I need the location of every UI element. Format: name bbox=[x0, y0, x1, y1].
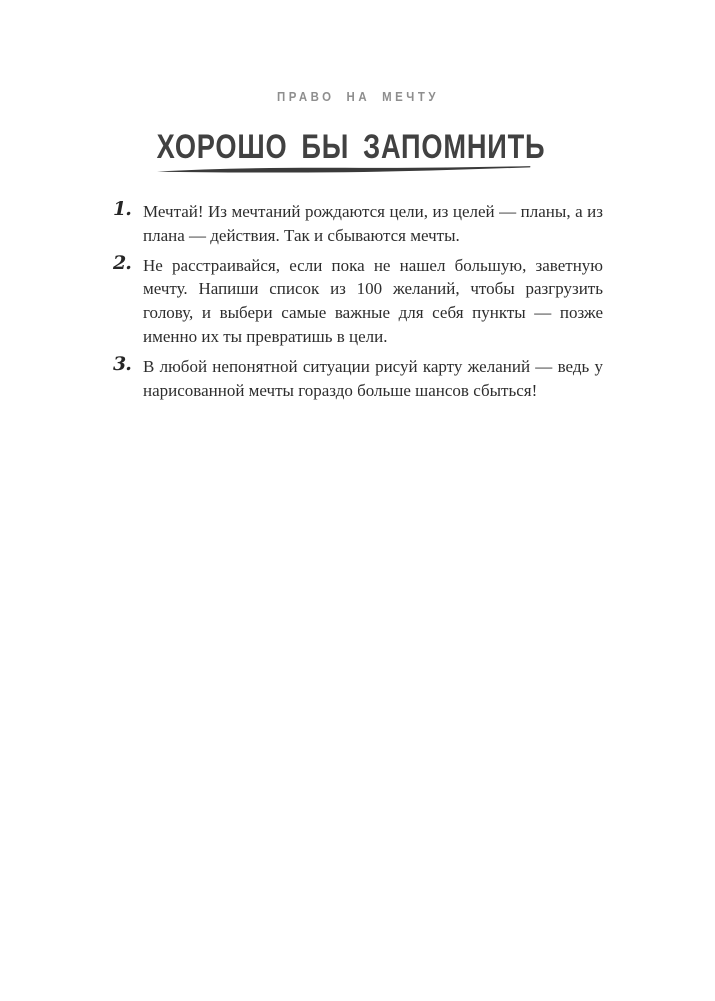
list-item bbox=[113, 251, 603, 349]
list-item-number: 2. bbox=[113, 251, 131, 274]
list-item-text: Не расстраивайся, если пока не нашел большую, заветную мечту. Напиши список из 100 желаний, чтобы разгрузить голову, и выбери самые важные для себя пункты — позже именно их ты превратишь в цели. bbox=[143, 255, 603, 346]
list-item-number: 3. bbox=[113, 352, 131, 375]
list-item bbox=[113, 200, 603, 248]
running-head: ПРАВО НА МЕЧТУ bbox=[276, 89, 440, 104]
list-item-text: Мечтай! Из мечтаний рождаются цели, из целей — планы, а из плана — действия. Так и сбываются мечты. bbox=[143, 202, 603, 245]
list-item bbox=[113, 352, 603, 403]
chapter-title: ХОРОШО БЫ ЗАПОМНИТЬ bbox=[156, 128, 546, 166]
list-item-number: 1. bbox=[113, 198, 131, 220]
key-points-list bbox=[113, 200, 603, 408]
title-underline-stroke-icon bbox=[155, 163, 533, 175]
list-item-text: В любой непонятной ситуации рисуй карту желаний — ведь у нарисованной мечты гораздо больше шансов сбыться! bbox=[143, 356, 603, 400]
